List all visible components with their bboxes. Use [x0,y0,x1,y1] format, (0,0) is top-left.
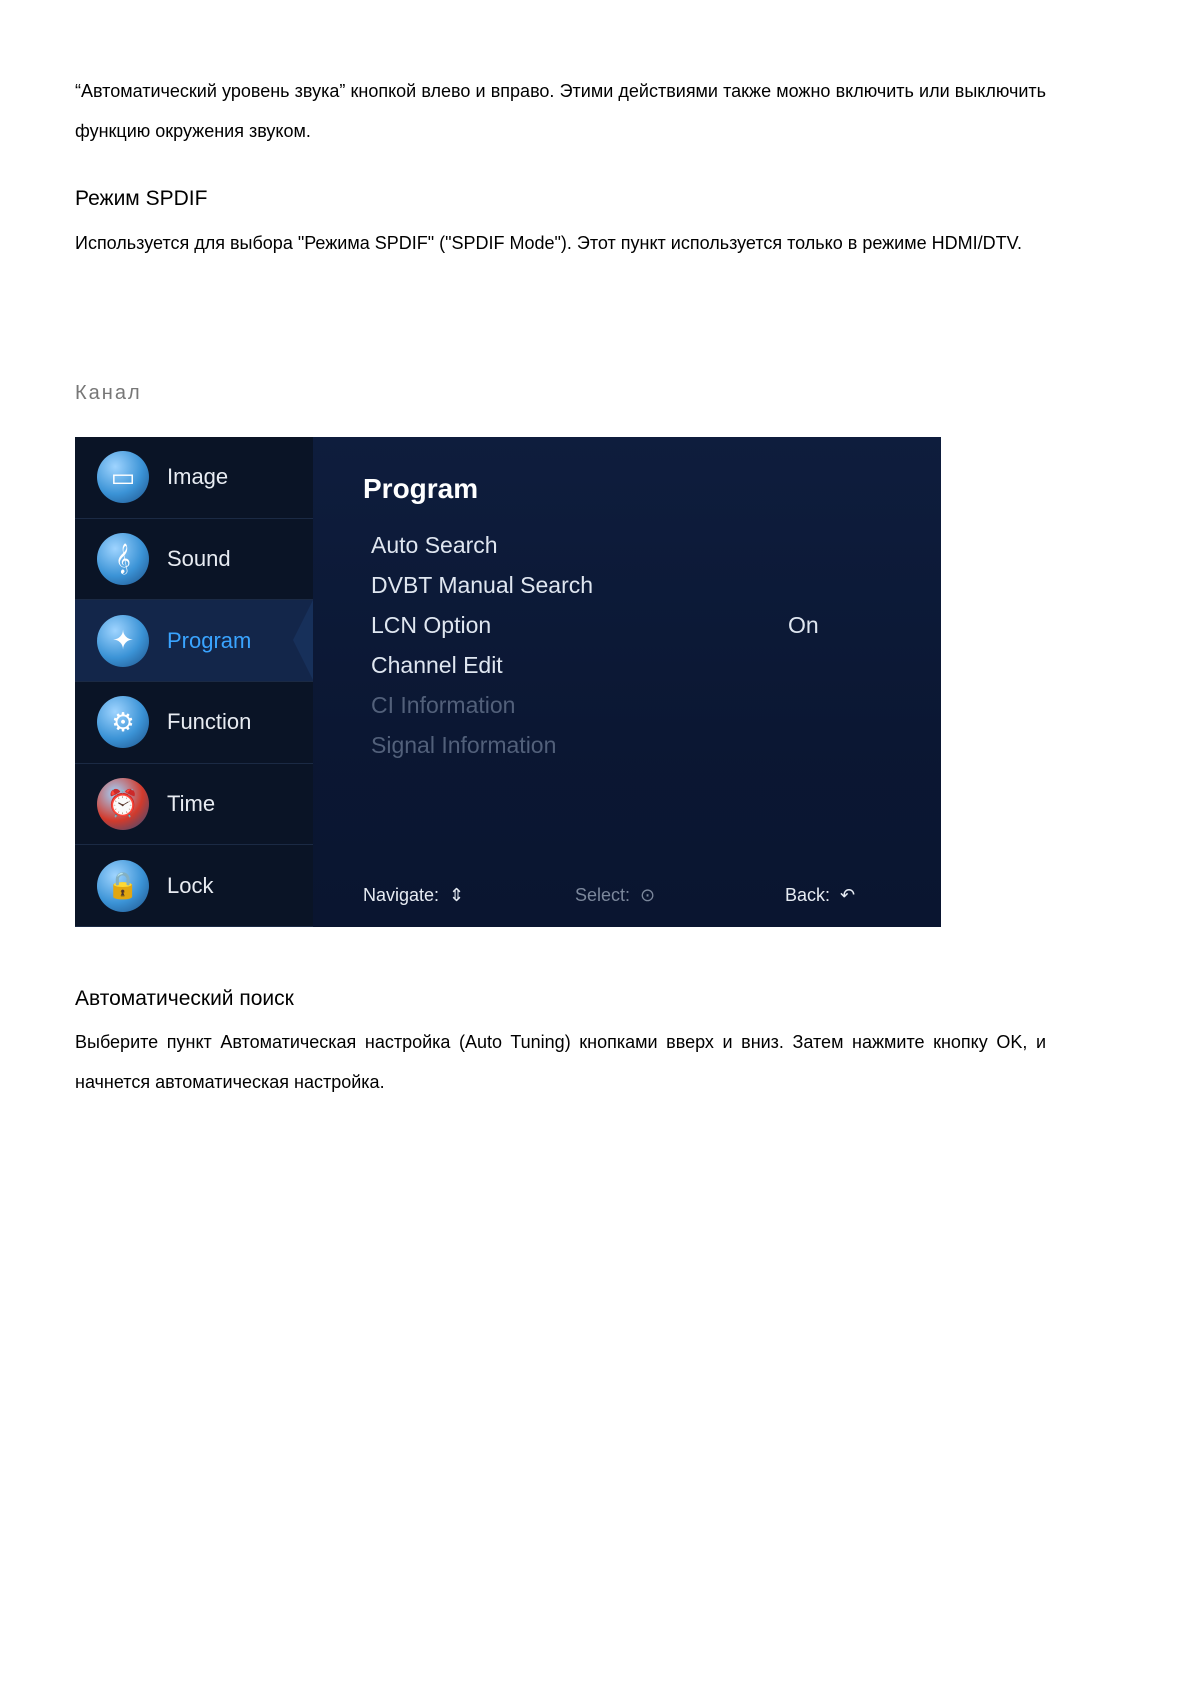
sidebar-item-sound[interactable] [75,519,313,601]
alarm-clock-icon: ⏰ [97,778,149,830]
sidebar-item-time[interactable] [75,764,313,846]
menu-item-channel-edit[interactable]: Channel Edit [371,652,503,678]
footer-navigate [363,885,464,906]
auto-search-paragraph: Выберите пункт Автоматическая настройка (Auto Tuning) кнопками вверх и вниз. Затем нажмите кнопку OK, и начнется автоматическая настройка. [75,1032,1046,1092]
menu-item-lcn-option[interactable]: LCN Option [371,612,492,638]
gears-icon: ⚙ [97,696,149,748]
sidebar-item-function[interactable] [75,682,313,764]
treble-clef-icon: 𝄞 [97,533,149,585]
menu-item-auto-search[interactable]: Auto Search [371,532,498,558]
sidebar-item-label: Program [167,627,252,653]
intro-paragraph: “Автоматический уровень звука” кнопкой влево и вправо. Этими действиями также можно включить или выключить функцию окружения звуком. [75,81,1046,141]
sidebar-item-lock[interactable] [75,845,313,927]
sidebar-item-label: Sound [167,545,231,571]
tv-menu-screenshot [75,437,941,927]
sidebar-item-label: Image [167,464,229,490]
padlock-icon: 🔒 [97,860,149,912]
monitor-icon: ▭ [97,451,149,503]
return-arrow-icon: ↶ [840,885,856,905]
lcn-option-value: On [788,612,819,638]
sidebar-item-image[interactable] [75,437,313,519]
tv-program-panel [313,437,941,927]
menu-item-dvbt-manual-search[interactable]: DVBT Manual Search [371,572,594,598]
menu-item-ci-information: CI Information [371,692,516,718]
sidebar-item-label: Time [167,790,216,816]
sidebar-item-program[interactable] [75,600,313,682]
footer-back-label: Back: [785,885,831,905]
panel-title: Program [363,473,479,504]
ok-circle-icon: ⊙ [640,885,656,905]
spdif-heading: Режим SPDIF [75,187,208,210]
sidebar-item-label: Lock [167,872,214,898]
menu-item-signal-information: Signal Information [371,732,557,758]
sidebar-item-label: Function [167,709,252,735]
spdif-paragraph: Используется для выбора "Режима SPDIF" ("SPDIF Mode"). Этот пункт используется только в режиме HDMI/DTV. [75,233,1022,253]
section-label: Канал [75,382,142,404]
tv-sidebar [75,437,313,927]
footer-navigate-label: Navigate: [363,885,440,905]
satellite-dish-icon: ✦ [97,615,149,667]
up-down-arrows-icon: ⇕ [449,885,465,905]
auto-search-heading: Автоматический поиск [75,987,294,1010]
footer-back [785,885,855,906]
footer-select [575,885,655,906]
footer-select-label: Select: [575,885,631,905]
active-indicator-arrow [293,600,313,680]
